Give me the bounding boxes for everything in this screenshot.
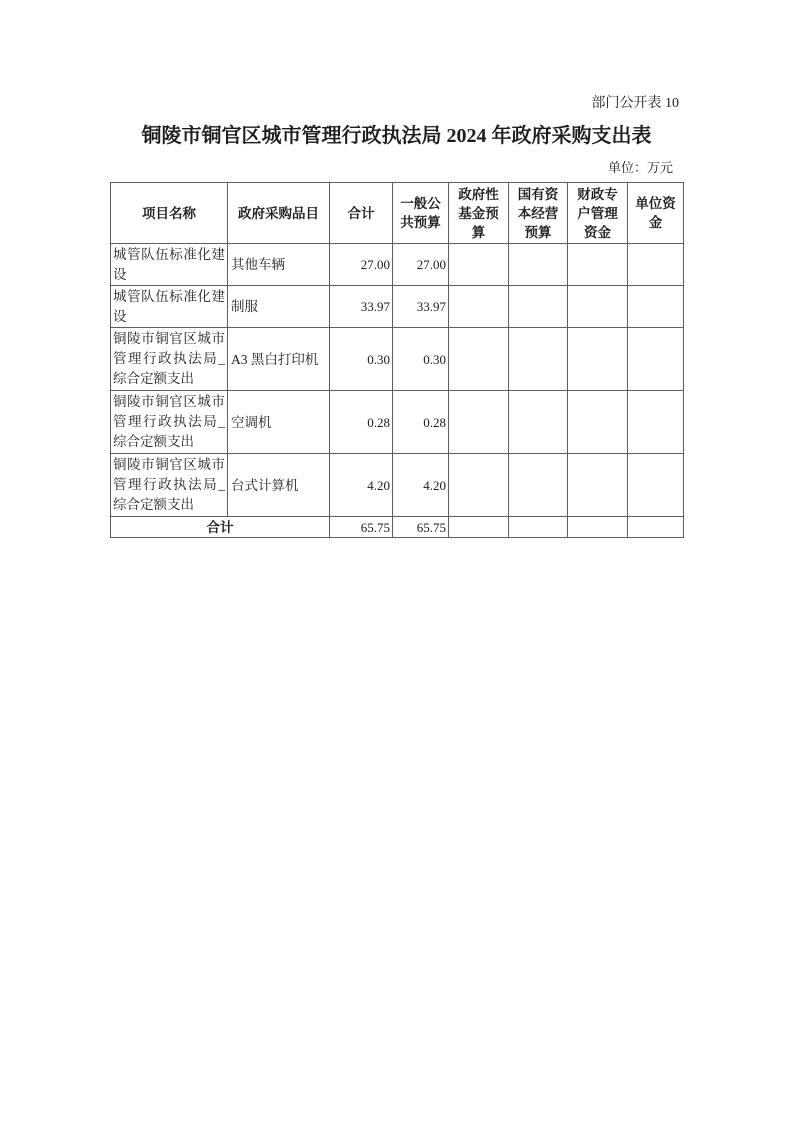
total-cell: 0.28: [330, 391, 393, 454]
col-header-state-capital-budget: 国有资本经营预算: [509, 183, 568, 244]
project-name-cell: 铜陵市铜官区城市管理行政执法局_综合定额支出: [111, 328, 228, 391]
total-row-label: 合计: [111, 517, 330, 538]
total-cell: 0.30: [330, 328, 393, 391]
fiscal-account-cell: [568, 286, 628, 328]
total-cell: 33.97: [330, 286, 393, 328]
fiscal-account-cell: [568, 391, 628, 454]
col-header-gov-fund-budget: 政府性基金预算: [449, 183, 509, 244]
state-capital-cell: [509, 328, 568, 391]
state-capital-cell: [509, 517, 568, 538]
unit-funds-cell: [628, 286, 684, 328]
fiscal-account-cell: [568, 328, 628, 391]
project-name-cell: 城管队伍标准化建设: [111, 244, 228, 286]
state-capital-cell: [509, 286, 568, 328]
project-name-cell: 铜陵市铜官区城市管理行政执法局_综合定额支出: [111, 391, 228, 454]
general-budget-cell: 65.75: [393, 517, 449, 538]
project-name-cell: 铜陵市铜官区城市管理行政执法局_综合定额支出: [111, 454, 228, 517]
procurement-item-cell: 空调机: [228, 391, 330, 454]
unit-funds-cell: [628, 517, 684, 538]
unit-note: 单位：万元: [607, 160, 673, 175]
unit-funds-cell: [628, 328, 684, 391]
gov-fund-cell: [449, 244, 509, 286]
gov-fund-cell: [449, 328, 509, 391]
gov-fund-cell: [449, 286, 509, 328]
gov-fund-cell: [449, 391, 509, 454]
col-header-project-name: 项目名称: [111, 183, 228, 244]
state-capital-cell: [509, 244, 568, 286]
col-header-total: 合计: [330, 183, 393, 244]
col-header-general-budget: 一般公共预算: [393, 183, 449, 244]
general-budget-cell: 0.30: [393, 328, 449, 391]
gov-fund-cell: [449, 454, 509, 517]
general-budget-cell: 0.28: [393, 391, 449, 454]
col-header-fiscal-account-funds: 财政专户管理资金: [568, 183, 628, 244]
general-budget-cell: 27.00: [393, 244, 449, 286]
total-cell: 65.75: [330, 517, 393, 538]
table-row: [111, 328, 684, 391]
project-name-cell: 城管队伍标准化建设: [111, 286, 228, 328]
fiscal-account-cell: [568, 244, 628, 286]
unit-funds-cell: [628, 391, 684, 454]
table-row: [111, 286, 684, 328]
state-capital-cell: [509, 391, 568, 454]
procurement-item-cell: 台式计算机: [228, 454, 330, 517]
fiscal-account-cell: [568, 517, 628, 538]
unit-funds-cell: [628, 454, 684, 517]
general-budget-cell: 4.20: [393, 454, 449, 517]
procurement-item-cell: A3 黑白打印机: [228, 328, 330, 391]
col-header-unit-funds: 单位资金: [628, 183, 684, 244]
state-capital-cell: [509, 454, 568, 517]
unit-funds-cell: [628, 244, 684, 286]
total-cell: 27.00: [330, 244, 393, 286]
gov-fund-cell: [449, 517, 509, 538]
procurement-item-cell: 制服: [228, 286, 330, 328]
procurement-expenditure-table: [110, 182, 684, 538]
col-header-procurement-item: 政府采购品目: [228, 183, 330, 244]
table-header-row: [111, 183, 684, 244]
total-cell: 4.20: [330, 454, 393, 517]
page-title: 铜陵市铜官区城市管理行政执法局 2024 年政府采购支出表: [141, 125, 652, 147]
procurement-item-cell: 其他车辆: [228, 244, 330, 286]
table-row: [111, 454, 684, 517]
table-row: [111, 244, 684, 286]
general-budget-cell: 33.97: [393, 286, 449, 328]
fiscal-account-cell: [568, 454, 628, 517]
doc-note: 部门公开表 10: [591, 96, 679, 111]
table-total-row: [111, 517, 684, 538]
table-row: [111, 391, 684, 454]
